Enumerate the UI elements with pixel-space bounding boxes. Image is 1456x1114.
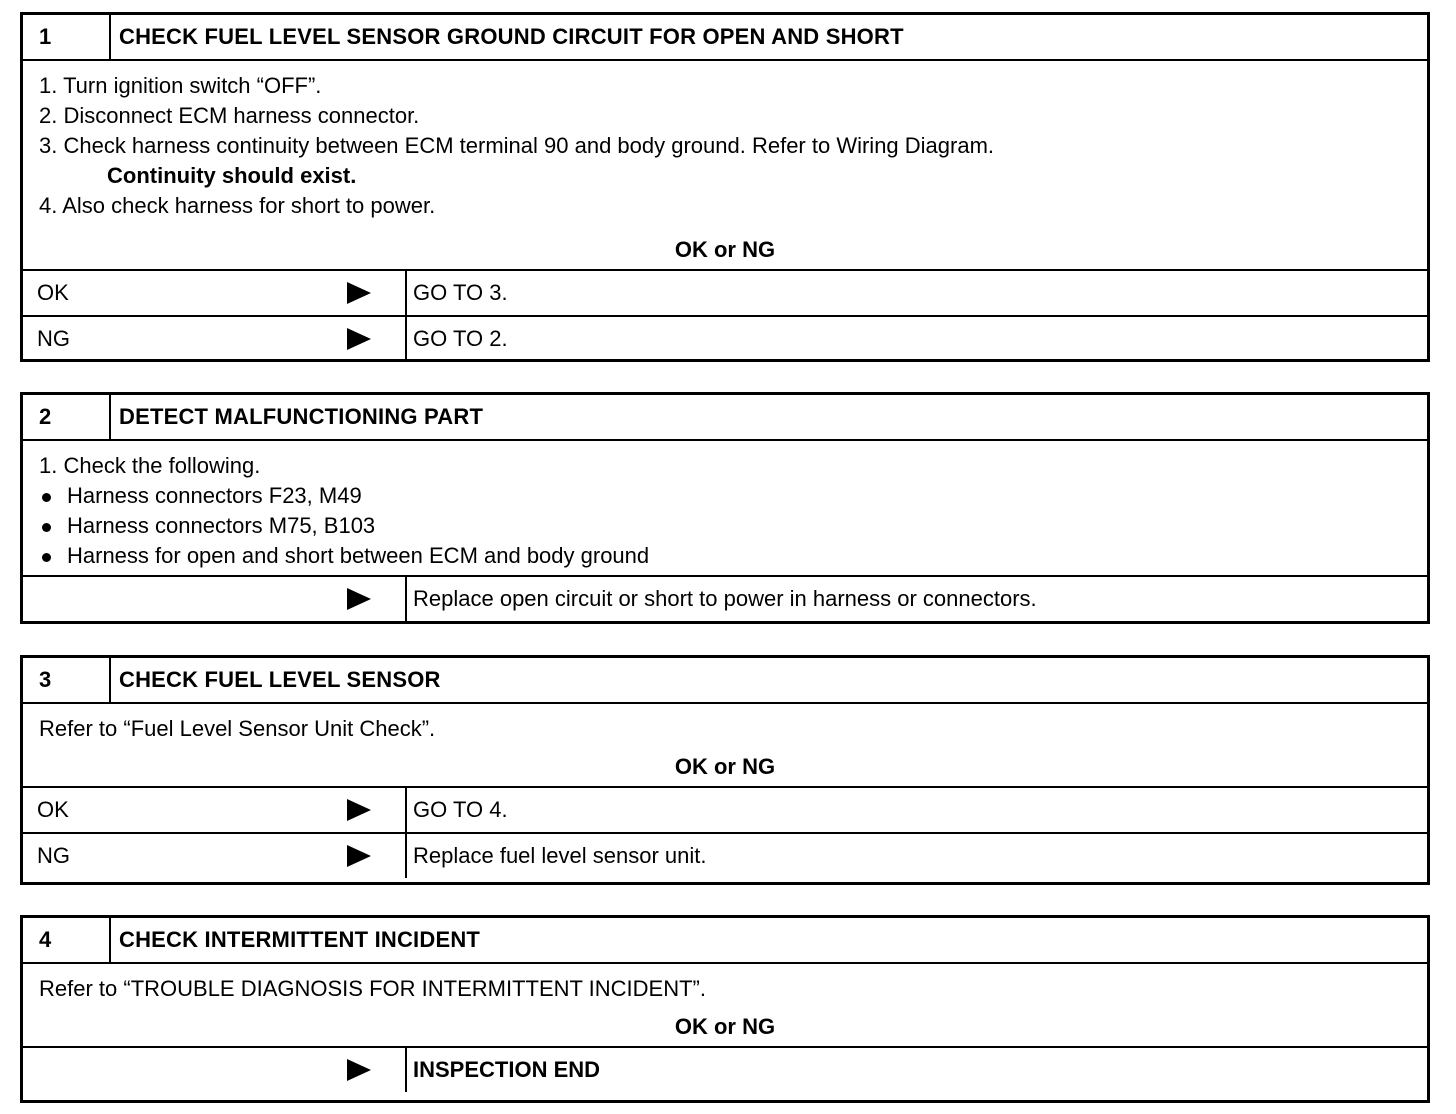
ok-or-ng-label: OK or NG	[674, 1014, 776, 1039]
bullet-icon	[39, 541, 67, 571]
result-action: GO TO 2.	[413, 326, 508, 351]
bullet-icon	[39, 481, 67, 511]
result-row-ok	[23, 786, 1427, 832]
result-action: GO TO 3.	[413, 280, 508, 305]
result-row	[23, 575, 1427, 621]
arrow-right-icon	[347, 1059, 371, 1081]
step-2-block	[20, 392, 1430, 624]
step-header	[23, 918, 1427, 964]
ok-or-ng-label: OK or NG	[674, 237, 776, 262]
result-action: GO TO 4.	[413, 797, 508, 822]
expected-result: Continuity should exist.	[107, 163, 357, 188]
result-action: Replace open circuit or short to power in harness or connectors.	[413, 586, 1037, 611]
arrow-right-icon	[347, 282, 371, 304]
result-row	[23, 1046, 1427, 1092]
result-row-ng	[23, 315, 1427, 361]
arrow-right-icon	[347, 588, 371, 610]
instruction-line: 1. Turn ignition switch “OFF”.	[39, 73, 322, 98]
step-header	[23, 15, 1427, 61]
bullet-item: Harness connectors F23, M49	[39, 481, 1411, 511]
instruction-line: 2. Disconnect ECM harness connector.	[39, 103, 420, 128]
instruction-line: 1. Check the following.	[39, 453, 261, 478]
step-3-block	[20, 655, 1430, 885]
instruction-line: 3. Check harness continuity between ECM terminal 90 and body ground. Refer to Wiring Diagram.	[39, 133, 995, 158]
result-action: Replace fuel level sensor unit.	[413, 843, 707, 868]
step-title: CHECK FUEL LEVEL SENSOR	[119, 667, 441, 692]
step-instructions	[23, 964, 1427, 1004]
result-label: NG	[37, 326, 70, 351]
step-title: DETECT MALFUNCTIONING PART	[119, 404, 484, 429]
step-instructions	[23, 704, 1427, 744]
step-number: 1	[23, 15, 111, 59]
step-header	[23, 658, 1427, 704]
instruction-line: 4. Also check harness for short to power.	[39, 193, 436, 218]
result-label: NG	[37, 843, 70, 868]
result-row-ng	[23, 832, 1427, 878]
bullet-item: Harness for open and short between ECM and body ground	[39, 541, 1411, 571]
arrow-right-icon	[347, 845, 371, 867]
ok-or-ng-label: OK or NG	[674, 754, 776, 779]
step-1-block	[20, 12, 1430, 362]
instruction-line: Refer to “TROUBLE DIAGNOSIS FOR INTERMITTENT INCIDENT”.	[39, 976, 706, 1001]
result-label: OK	[37, 797, 69, 822]
step-number: 3	[23, 658, 111, 702]
bullet-icon	[39, 511, 67, 541]
step-instructions	[23, 441, 1427, 575]
step-instructions	[23, 61, 1427, 227]
bullet-item: Harness connectors M75, B103	[39, 511, 1411, 541]
step-title: CHECK INTERMITTENT INCIDENT	[119, 927, 481, 952]
result-label: OK	[37, 280, 69, 305]
arrow-right-icon	[347, 799, 371, 821]
step-title: CHECK FUEL LEVEL SENSOR GROUND CIRCUIT FOR OPEN AND SHORT	[119, 24, 904, 49]
step-number: 2	[23, 395, 111, 439]
step-header	[23, 395, 1427, 441]
result-row-ok	[23, 269, 1427, 315]
instruction-line: Refer to “Fuel Level Sensor Unit Check”.	[39, 716, 436, 741]
step-4-block	[20, 915, 1430, 1103]
arrow-right-icon	[347, 328, 371, 350]
step-number: 4	[23, 918, 111, 962]
result-action: INSPECTION END	[413, 1057, 601, 1082]
